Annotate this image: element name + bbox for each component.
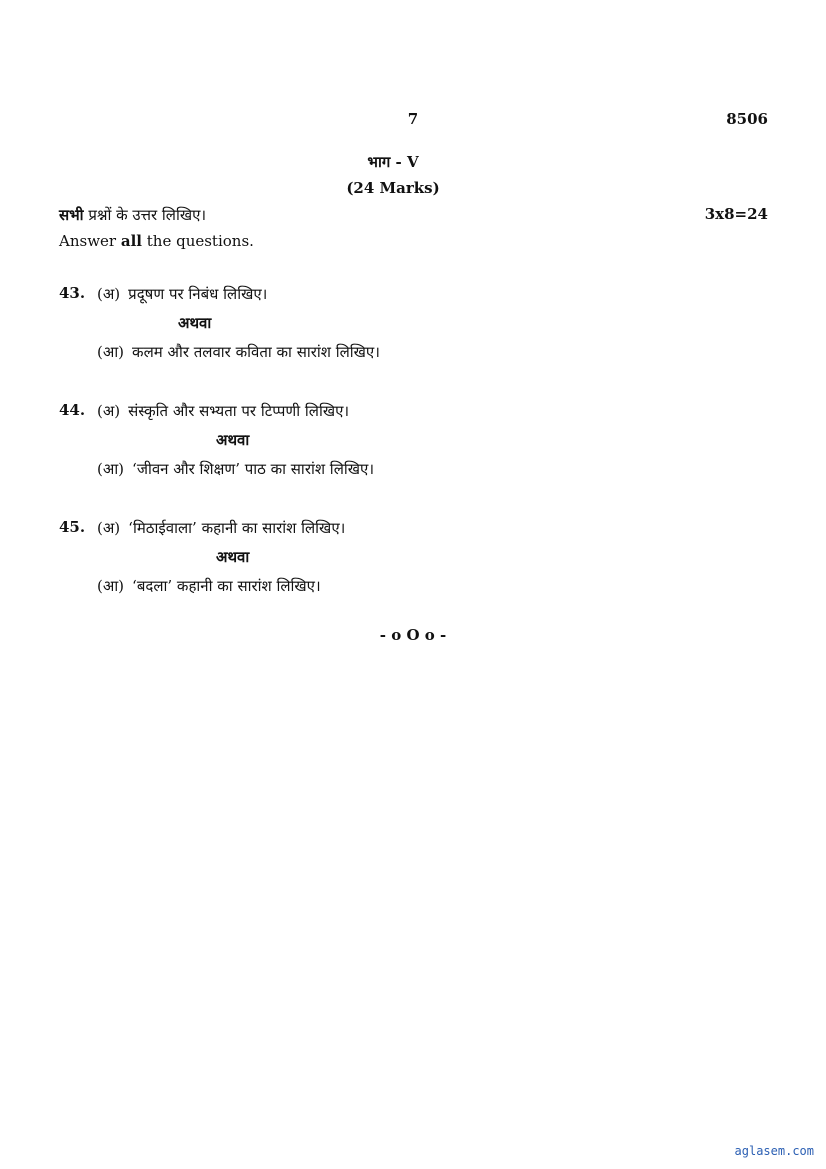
option-label: (आ) [97,577,125,595]
page-number: 7 [407,110,419,128]
question-number: 43. [59,284,86,302]
section-title: भाग - V [367,153,419,171]
question-option-b [97,459,374,479]
option-label: (आ) [97,343,125,361]
option-text: ‘जीवन और शिक्षण’ पाठ का सारांश लिखिए। [132,460,374,478]
instruction-english [59,232,254,250]
question-option-a [97,518,345,538]
question-option-b [97,576,321,596]
instruction-english-pre: Answer [59,232,121,250]
section-marks: (24 Marks) [346,179,440,197]
marks-formula: 3x8=24 [704,205,768,223]
or-label: अथवा [216,431,250,449]
question-number: 45. [59,518,86,536]
paper-code: 8506 [726,110,768,128]
question-number: 44. [59,401,86,419]
option-text: ‘मिठाईवाला’ कहानी का सारांश लिखिए। [128,519,346,537]
question-option-a [97,401,349,421]
option-text: प्रदूषण पर निबंध लिखिए। [128,285,268,303]
or-label: अथवा [216,548,250,566]
option-label: (अ) [97,285,121,303]
instruction-english-post: the questions. [141,232,254,250]
or-label: अथवा [178,314,212,332]
option-label: (अ) [97,519,121,537]
end-mark: - o O o - [379,626,447,644]
question-option-a [97,284,267,304]
instruction-hindi-rest: प्रश्नों के उत्तर लिखिए। [83,206,207,224]
option-label: (अ) [97,402,121,420]
instruction-hindi [59,205,206,225]
option-text: संस्कृति और सभ्यता पर टिप्पणी लिखिए। [128,402,350,420]
option-text: ‘बदला’ कहानी का सारांश लिखिए। [132,577,321,595]
instruction-english-bold: all [120,232,142,250]
watermark: aglasem.com [734,1144,814,1158]
question-option-b [97,342,380,362]
option-text: कलम और तलवार कविता का सारांश लिखिए। [132,343,380,361]
option-label: (आ) [97,460,125,478]
instruction-hindi-bold: सभी [59,206,84,224]
